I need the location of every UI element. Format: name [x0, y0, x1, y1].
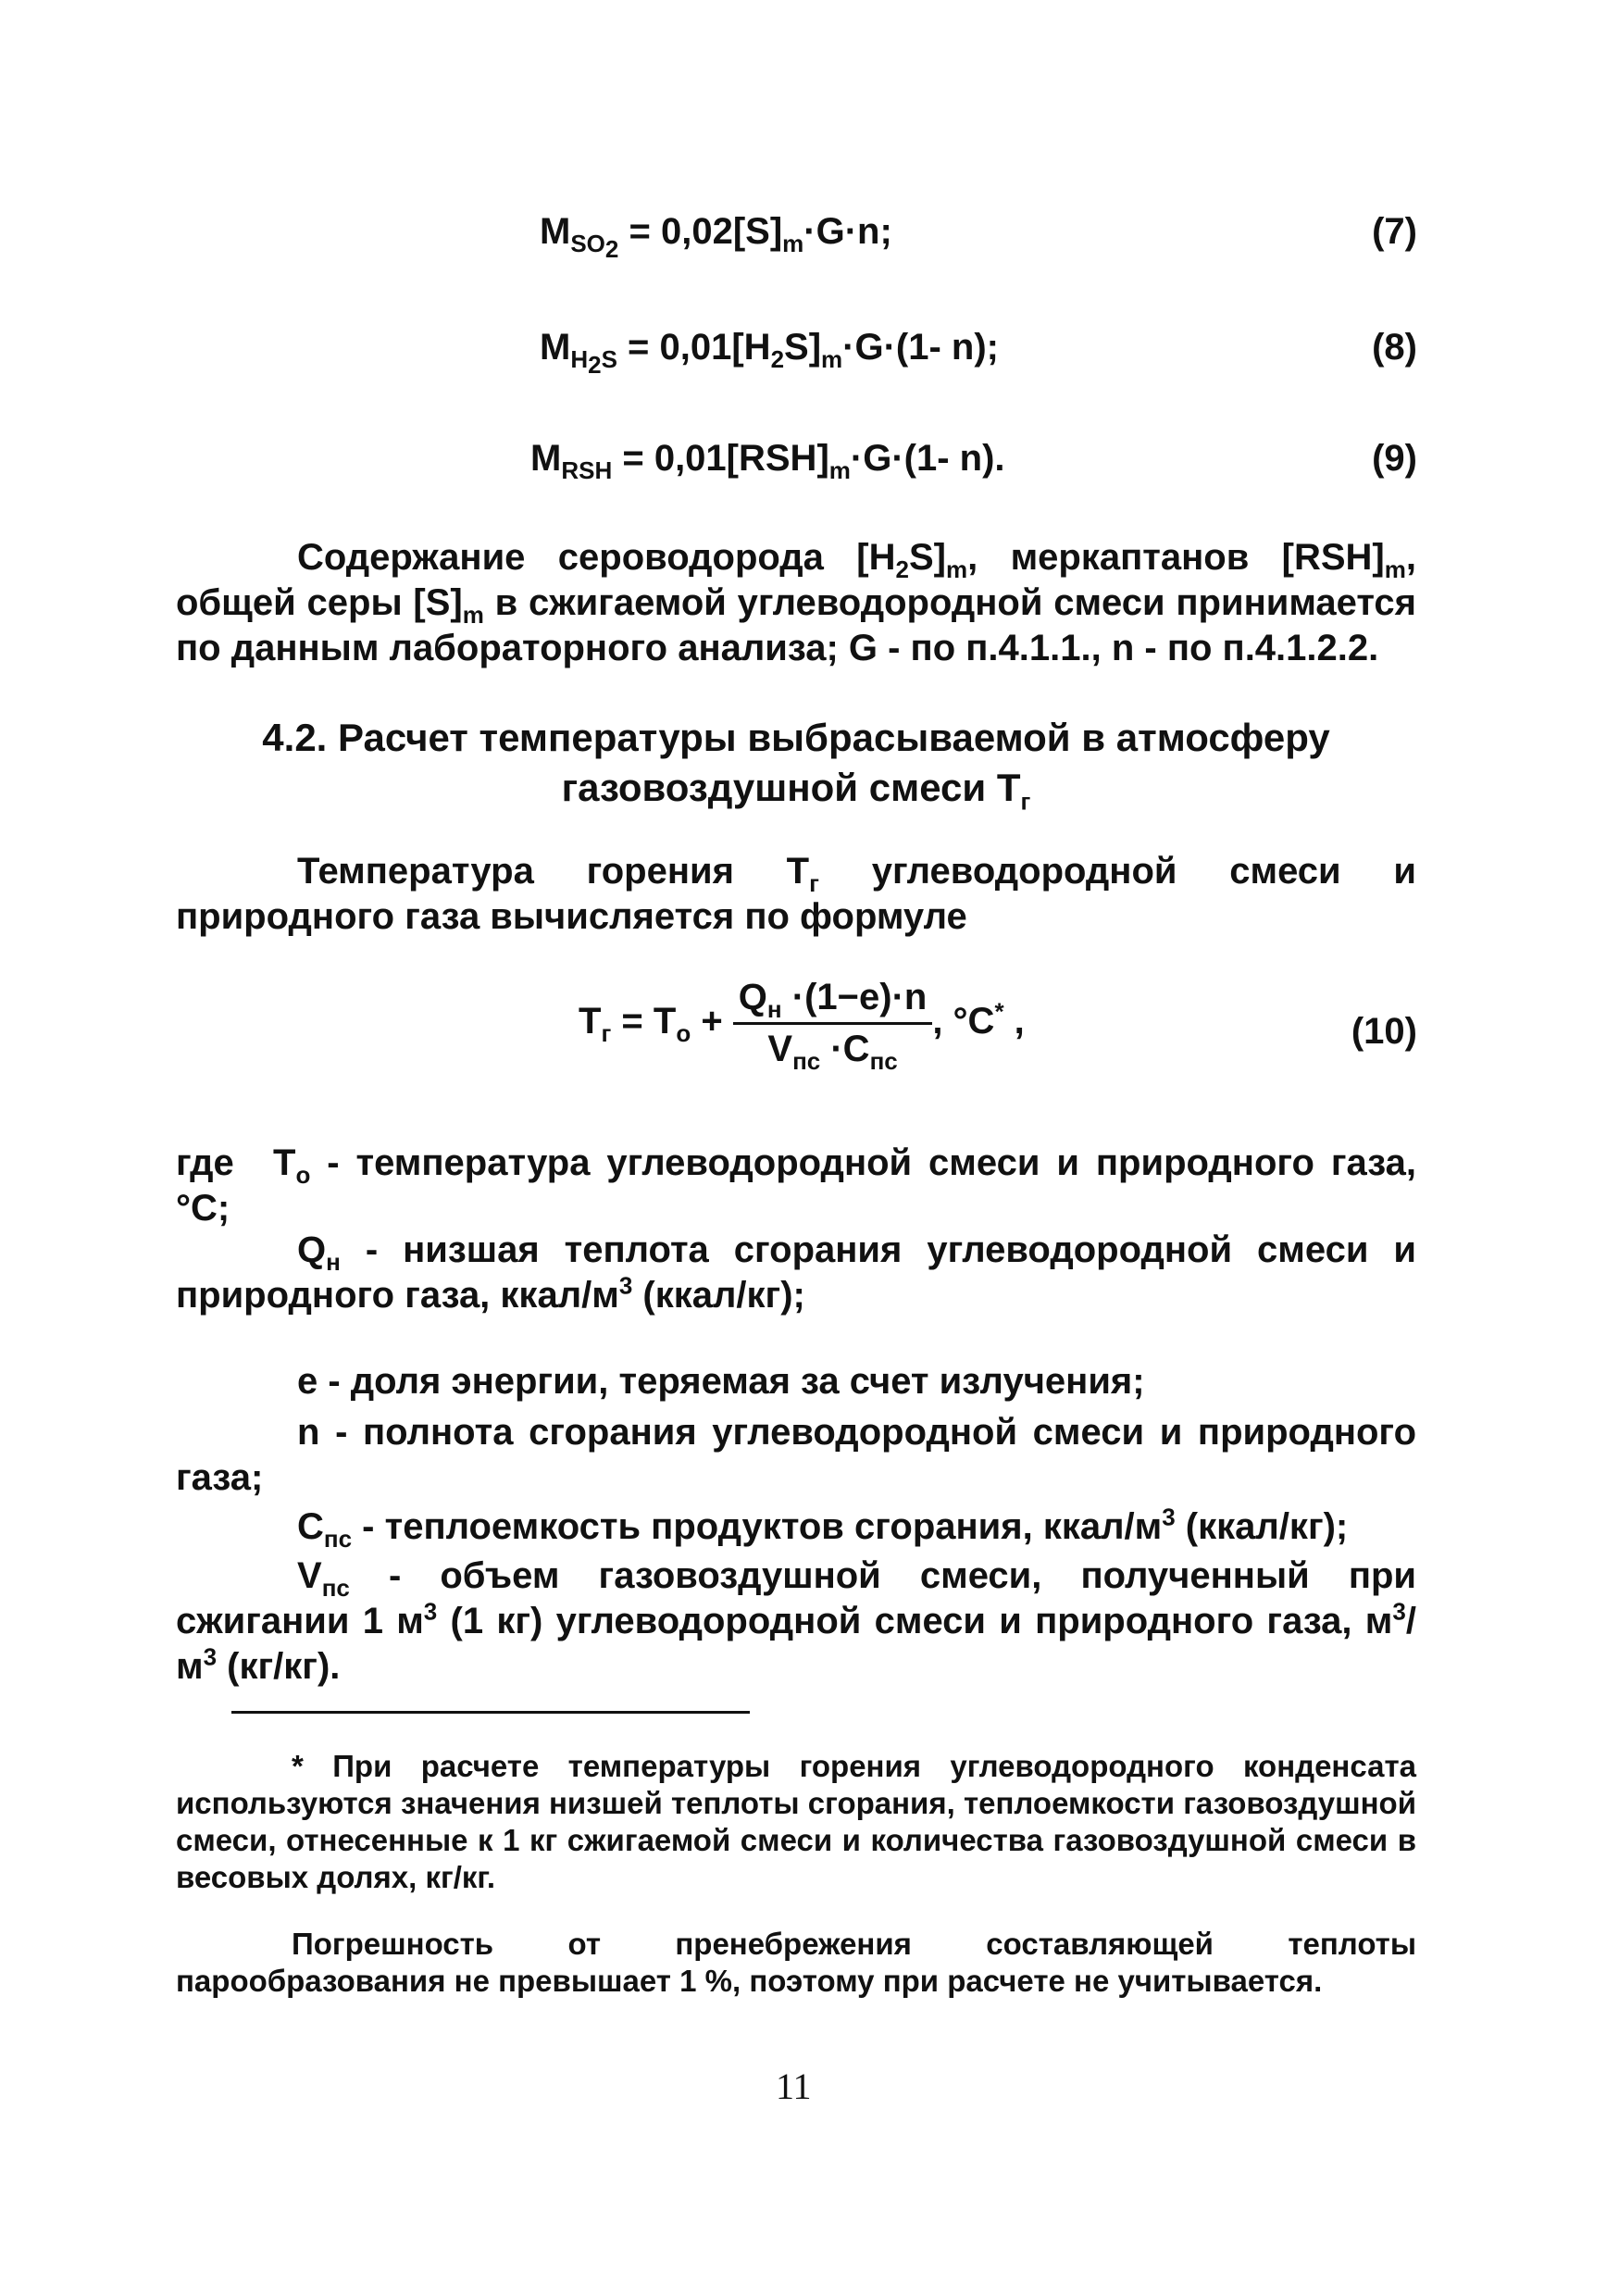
where-cpc: $C_{пс}$ - теплоемкость продуктов сгорания, ккал/$м^3$ (ккал/кг); — [297, 1503, 1349, 1553]
eq9-rhs: = 0,01[RSH] — [612, 438, 829, 479]
eq9-rhs-sub: m — [828, 456, 851, 484]
where-n: n - полнота сгорания углеводородной смеси и природного газа; — [176, 1412, 1416, 1498]
combustion-temperature-paragraph: Температура горения $T_г$ углеводородной смеси и природного газа вычисляется по формуле — [176, 851, 1416, 937]
where-label: где — [176, 1142, 234, 1183]
eq9-rhs-tail: ·G·(1- n). — [850, 438, 1005, 479]
section-heading-line1: 4.2. Расчет температуры выбрасываемой в атмосферу — [262, 716, 1330, 759]
eq7-lhs: M — [540, 211, 571, 252]
footnote-2: Погрешность от пренебрежения составляющей теплоты парообразования не превышает 1 %, поэтому при расчете не учитывается. — [176, 1927, 1416, 1998]
sulfur-content-paragraph: Содержание сероводорода $[H_2S]_m$, меркаптанов $[RSH]_m$, общей серы $[S]_m$ в сжигаемой углеводородной смеси принимается по данным лабораторного анализа; G - по п.4.1.1., n - по п.4.1.2.2. — [176, 537, 1416, 668]
equation-number-9: (9) — [1372, 438, 1417, 479]
eq8-lhs-sub-a: H — [570, 345, 589, 373]
eq9-lhs: M — [530, 438, 562, 479]
where-t0: где $T_o$ - температура углеводородной смеси и природного газа, °C; — [176, 1142, 1416, 1229]
eq7-rhs-sub: m — [782, 230, 804, 257]
equation-9 — [530, 438, 1005, 484]
eq7-lhs-sub: SO — [570, 230, 605, 257]
eq8-rhs-mid: S] — [784, 327, 822, 368]
eq8-rhs-sub1: 2 — [770, 345, 785, 373]
equation-10: $T_г = T_o$ + $\frac{Q_н \cdot(1-e)\cdot n}{V_{пс} \cdot C_{пс}}$ , °C* , — [579, 977, 1025, 1075]
equation-8 — [540, 327, 999, 380]
equation-7 — [540, 211, 892, 264]
footnote-divider — [231, 1711, 750, 1714]
eq7-rhs-tail: ·G·n; — [803, 211, 892, 252]
eq10-denominator: $V_{пс} \cdot C_{пс}$ — [767, 1029, 898, 1075]
where-e: e - доля энергии, теряемая за счет излучения; — [297, 1361, 1145, 1402]
eq8-lhs-sub-c: S — [601, 345, 617, 373]
equation-number-7: (7) — [1372, 211, 1417, 252]
eq8-rhs-sub2: m — [821, 345, 843, 373]
eq7-lhs-sub2: 2 — [604, 235, 619, 264]
eq10-fraction — [733, 977, 933, 1075]
eq8-rhs: = 0,01[H — [616, 327, 771, 368]
eq7-rhs: = 0,02[S] — [618, 211, 783, 252]
where-vpc: $V_{пс}$ - объем газовоздушной смеси, полученный при сжигании 1 $м^3$ (1 кг) углеводородной смеси и природного газа, $м^3/м^3$ (кг/кг). — [176, 1555, 1416, 1687]
eq8-lhs-sub-b: 2 — [588, 351, 602, 380]
section-heading — [176, 713, 1416, 816]
footnote-1: * При расчете температуры горения углеводородного конденсата используются значения низшей теплоты сгорания, теплоемкости газовоздушной смеси, отнесенные к 1 кг сжигаемой смеси и количества газовоздушной смеси в весовых долях, кг/кг. — [176, 1749, 1416, 1894]
page-number: 11 — [776, 2065, 812, 2107]
eq8-rhs-tail: ·G·(1- n); — [842, 327, 999, 368]
eq9-lhs-sub: RSH — [561, 456, 613, 484]
equation-number-10: (10) — [1351, 1011, 1417, 1052]
section-heading-line2: газовоздушной смеси $T_г$ — [561, 766, 1031, 816]
where-qn: $Q_н$ - низшая теплота сгорания углеводородной смеси и природного газа, ккал/$м^3$ (ккал/кг); — [176, 1229, 1416, 1316]
eq10-numerator: $Q_н \cdot(1-e)\cdot n$ — [733, 977, 933, 1025]
equation-number-8: (8) — [1372, 327, 1417, 368]
eq8-lhs: M — [540, 327, 571, 368]
